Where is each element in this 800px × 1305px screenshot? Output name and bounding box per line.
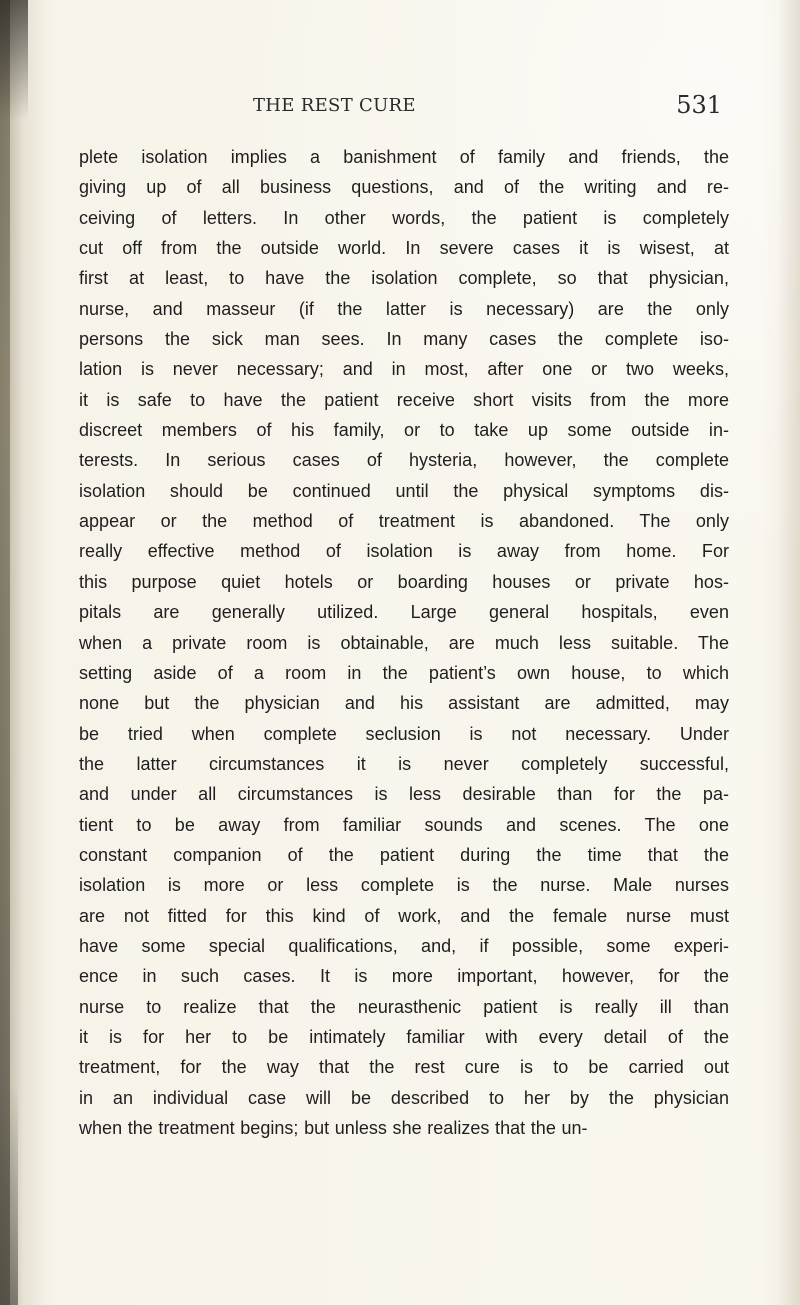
text-line-10: discreet members of his family, or to take up some outside in- [79,420,729,441]
text-line-1: plete isolation implies a banishment of family and friends, the [79,147,729,167]
running-head: THE REST CURE [253,95,416,116]
text-line-27: have some special qualifications, and, if possible, some experi- [79,935,729,956]
text-line-25: isolation is more or less complete is the nurse. Male nurses [79,875,729,896]
text-line-4: cut off from the outside world. In severe cases it is wisest, at [79,238,729,259]
text-line-30: it is for her to be intimately familiar with every detail of the [79,1026,729,1047]
text-line-31: treatment, for the way that the rest cure is to be carried out [79,1057,729,1078]
scan-corner-shadow [0,0,28,120]
page-header [79,91,729,129]
text-line-22: and under all circumstances is less desirable than for the pa- [79,784,729,805]
text-line-19: none but the physician and his assistant are admitted, may [79,693,729,714]
text-line-7: persons the sick man sees. In many cases the complete iso- [79,329,729,350]
text-line-32: in an individual case will be described to her by the physician [79,1087,729,1108]
text-line-20: be tried when complete seclusion is not necessary. Under [79,723,729,744]
text-line-24: constant companion of the patient during the time that the [79,844,729,865]
text-line-5: first at least, to have the isolation complete, so that physician, [79,268,729,289]
scan-bottom-shadow [0,1085,18,1305]
text-line-29: nurse to realize that the neurasthenic patient is really ill than [79,996,729,1017]
text-line-13: appear or the method of treatment is abandoned. The only [79,511,729,532]
text-line-15: this purpose quiet hotels or boarding houses or private hos- [79,571,729,592]
text-line-8: lation is never necessary; and in most, after one or two weeks, [79,359,729,380]
text-line-21: the latter circumstances it is never completely successful, [79,753,729,774]
text-line-6: nurse, and masseur (if the latter is necessary) are the only [79,298,729,319]
text-line-17: when a private room is obtainable, are much less suitable. The [79,632,729,653]
page-edge-shade [778,0,800,1305]
text-line-33: when the treatment begins; but unless she realizes that the un- [79,1118,588,1138]
text-line-12: isolation should be continued until the physical symptoms dis- [79,480,729,501]
text-line-18: setting aside of a room in the patient’s own house, to which [79,662,729,683]
body-text [79,142,729,1143]
text-line-23: tient to be away from familiar sounds and scenes. The one [79,814,729,835]
text-line-3: ceiving of letters. In other words, the patient is completely [79,207,729,228]
text-line-11: terests. In serious cases of hysteria, however, the complete [79,450,729,471]
text-line-28: ence in such cases. It is more important, however, for the [79,966,729,987]
text-line-14: really effective method of isolation is away from home. For [79,541,729,562]
text-line-16: pitals are generally utilized. Large general hospitals, even [79,602,729,623]
text-line-9: it is safe to have the patient receive short visits from the more [79,389,729,410]
page-number: 531 [676,91,722,119]
text-line-26: are not fitted for this kind of work, and the female nurse must [79,905,729,926]
text-line-2: giving up of all business questions, and of the writing and re- [79,177,729,198]
